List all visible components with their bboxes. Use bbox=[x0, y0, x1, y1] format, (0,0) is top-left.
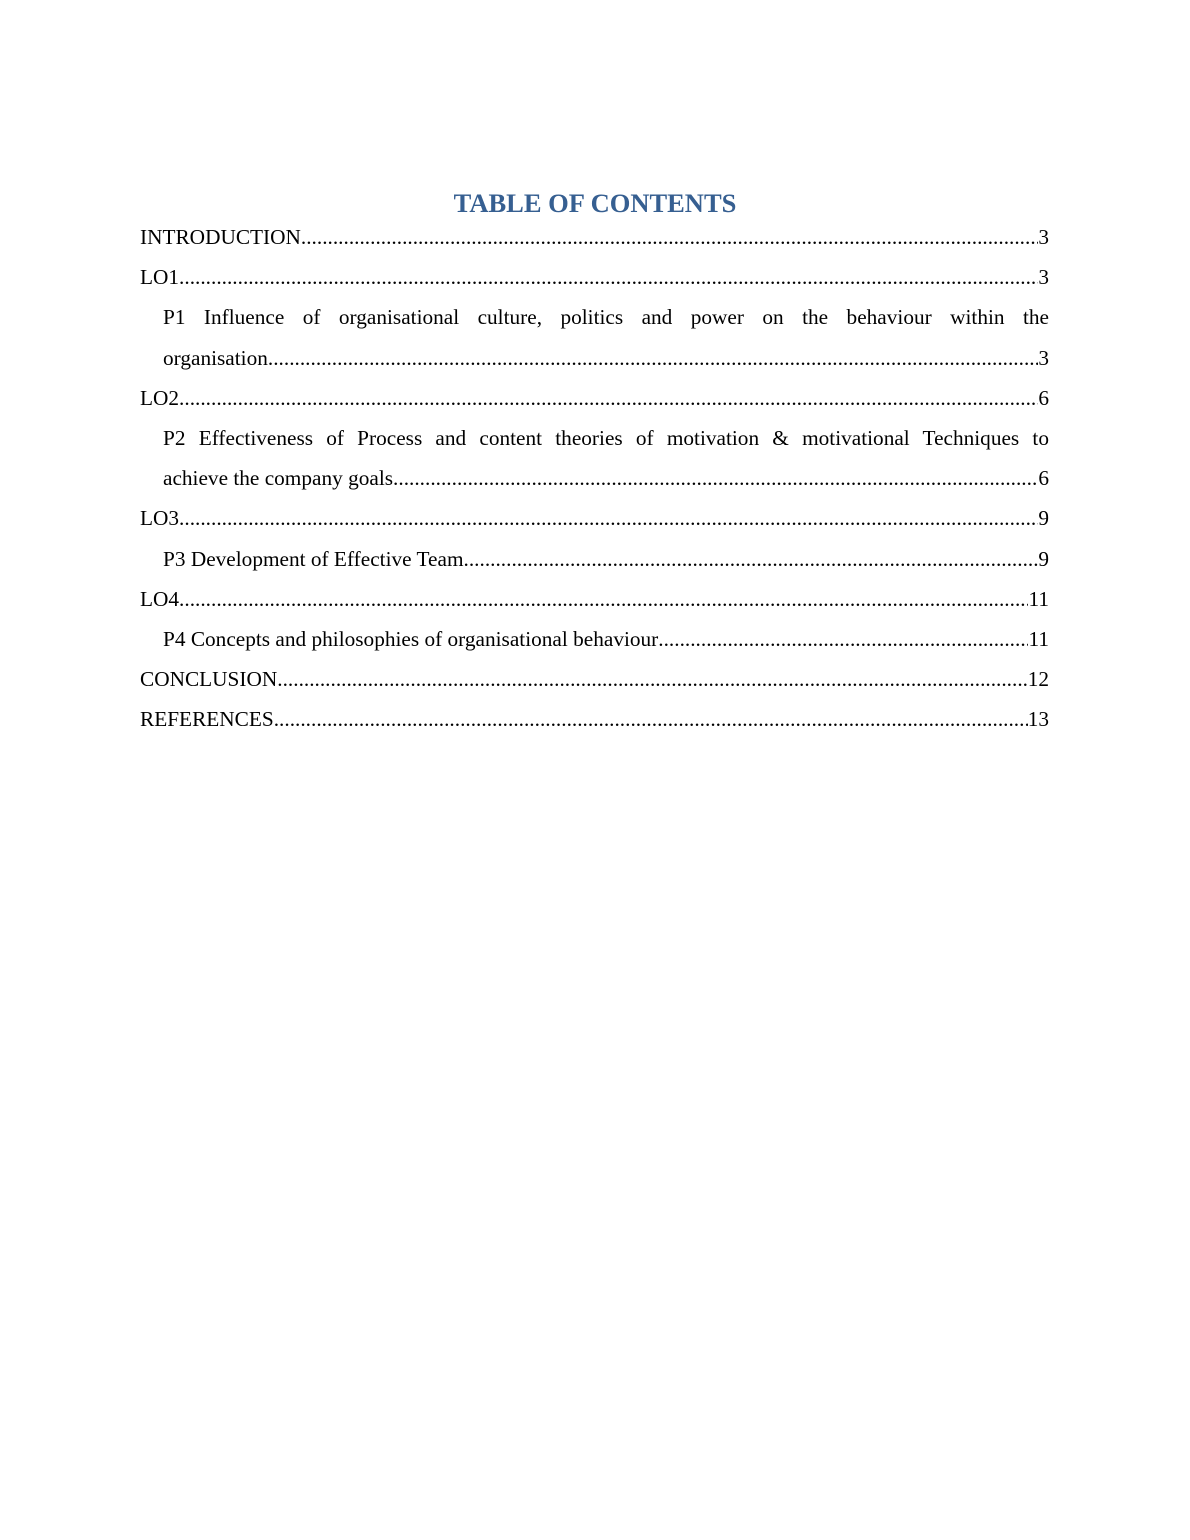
toc-entry-p1[interactable] bbox=[140, 297, 1049, 377]
table-of-contents bbox=[140, 217, 1049, 740]
toc-page-number: 9 bbox=[1038, 506, 1049, 531]
toc-entry-label-line-last bbox=[163, 458, 1049, 498]
toc-entry-label: LO1 bbox=[140, 265, 180, 290]
toc-leader-dots bbox=[277, 659, 1027, 699]
toc-page-number: 9 bbox=[1038, 546, 1049, 571]
toc-entry-label: achieve the company goals bbox=[163, 466, 394, 491]
toc-entry-label: LO4 bbox=[140, 586, 180, 611]
toc-entry-references[interactable] bbox=[140, 699, 1049, 739]
toc-entry-lo2[interactable] bbox=[140, 378, 1049, 418]
toc-page-number: 11 bbox=[1028, 586, 1049, 611]
toc-page-number: 13 bbox=[1027, 707, 1049, 732]
toc-leader-dots bbox=[301, 217, 1038, 257]
toc-entry-conclusion[interactable] bbox=[140, 659, 1049, 699]
toc-entry-label: LO3 bbox=[140, 506, 180, 531]
toc-leader-dots bbox=[268, 338, 1038, 378]
toc-entry-label-line: P1 Influence of organisational culture, politics and power on the behaviour within the bbox=[163, 305, 1049, 330]
toc-entry-lo3[interactable] bbox=[140, 498, 1049, 538]
toc-entry-p2[interactable] bbox=[140, 418, 1049, 498]
toc-entry-p3[interactable] bbox=[140, 539, 1049, 579]
toc-leader-dots bbox=[179, 579, 1028, 619]
toc-title: TABLE OF CONTENTS bbox=[453, 188, 737, 218]
toc-page-number: 3 bbox=[1038, 345, 1049, 370]
toc-entry-label: CONCLUSION bbox=[140, 667, 278, 692]
toc-leader-dots bbox=[658, 619, 1028, 659]
toc-entry-label: LO2 bbox=[140, 385, 180, 410]
toc-entry-label: INTRODUCTION bbox=[140, 225, 301, 249]
toc-page-number: 6 bbox=[1038, 385, 1049, 410]
toc-entry-label: P4 Concepts and philosophies of organisational behaviour bbox=[163, 627, 659, 652]
toc-page-number: 11 bbox=[1028, 627, 1049, 652]
toc-leader-dots bbox=[179, 498, 1038, 538]
toc-entry-p4[interactable] bbox=[140, 619, 1049, 659]
toc-page-number: 12 bbox=[1027, 667, 1049, 692]
toc-leader-dots bbox=[179, 257, 1038, 297]
toc-page-number: 3 bbox=[1038, 265, 1049, 290]
toc-entry-label: organisation bbox=[163, 345, 268, 370]
toc-entry-lo4[interactable] bbox=[140, 579, 1049, 619]
toc-entry-label: P3 Development of Effective Team bbox=[163, 546, 464, 571]
toc-leader-dots bbox=[179, 378, 1038, 418]
toc-page-number: 3 bbox=[1038, 225, 1049, 249]
toc-entry-lo1[interactable] bbox=[140, 257, 1049, 297]
toc-leader-dots bbox=[274, 699, 1028, 739]
toc-entry-label-line: P2 Effectiveness of Process and content theories of motivation & motivational Techniques to bbox=[163, 426, 1049, 451]
toc-entry-label-line-last bbox=[163, 338, 1049, 378]
toc-entry-introduction[interactable] bbox=[140, 217, 1049, 257]
toc-leader-dots bbox=[393, 458, 1038, 498]
toc-page-number: 6 bbox=[1038, 466, 1049, 491]
toc-leader-dots bbox=[464, 539, 1039, 579]
toc-entry-label: REFERENCES bbox=[140, 707, 274, 732]
